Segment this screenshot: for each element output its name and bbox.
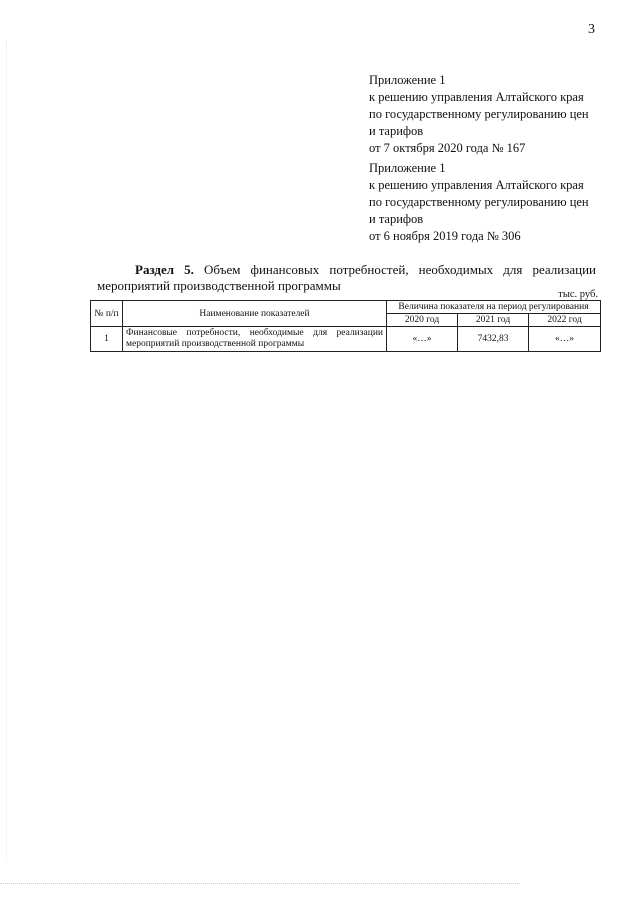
row-value: «…» — [529, 327, 601, 352]
header-year: 2020 год — [387, 314, 458, 327]
header-num: № п/п — [91, 301, 123, 327]
appendix-date: от 6 ноября 2019 года № 306 — [369, 229, 521, 243]
appendix-block-previous — [369, 160, 619, 245]
section-label: Раздел 5. — [135, 262, 194, 277]
appendix-reference: к решению управления Алтайского края — [369, 90, 584, 104]
row-name: Финансовые потребности, необходимые для реализации мероприятий производственной программы — [123, 327, 387, 352]
appendix-reference: по государственному регулированию цен — [369, 107, 589, 121]
scan-artifact-line — [0, 883, 520, 884]
row-value: «…» — [387, 327, 458, 352]
appendix-title: Приложение 1 — [369, 73, 446, 87]
appendix-reference: по государственному регулированию цен — [369, 195, 589, 209]
table-header-row — [91, 301, 601, 314]
appendix-reference: и тарифов — [369, 124, 424, 138]
header-period-group: Величина показателя на период регулирования — [387, 301, 601, 314]
table-row — [91, 327, 601, 352]
units-label: тыс. руб. — [558, 289, 598, 300]
appendix-block-current — [369, 72, 619, 157]
row-value: 7432,83 — [458, 327, 529, 352]
appendix-date: от 7 октября 2020 года № 167 — [369, 141, 526, 155]
appendix-title: Приложение 1 — [369, 161, 446, 175]
appendix-reference: к решению управления Алтайского края — [369, 178, 584, 192]
appendix-reference: и тарифов — [369, 212, 424, 226]
indicators-table — [90, 300, 601, 352]
scan-edge — [6, 40, 7, 860]
header-year: 2021 год — [458, 314, 529, 327]
header-name: Наименование показателей — [123, 301, 387, 327]
section-title: Объем финансовых потребностей, необходимых для реализации мероприятий производственной программы — [97, 262, 597, 293]
page-number: 3 — [588, 22, 595, 37]
header-year: 2022 год — [529, 314, 601, 327]
row-num: 1 — [91, 327, 123, 352]
